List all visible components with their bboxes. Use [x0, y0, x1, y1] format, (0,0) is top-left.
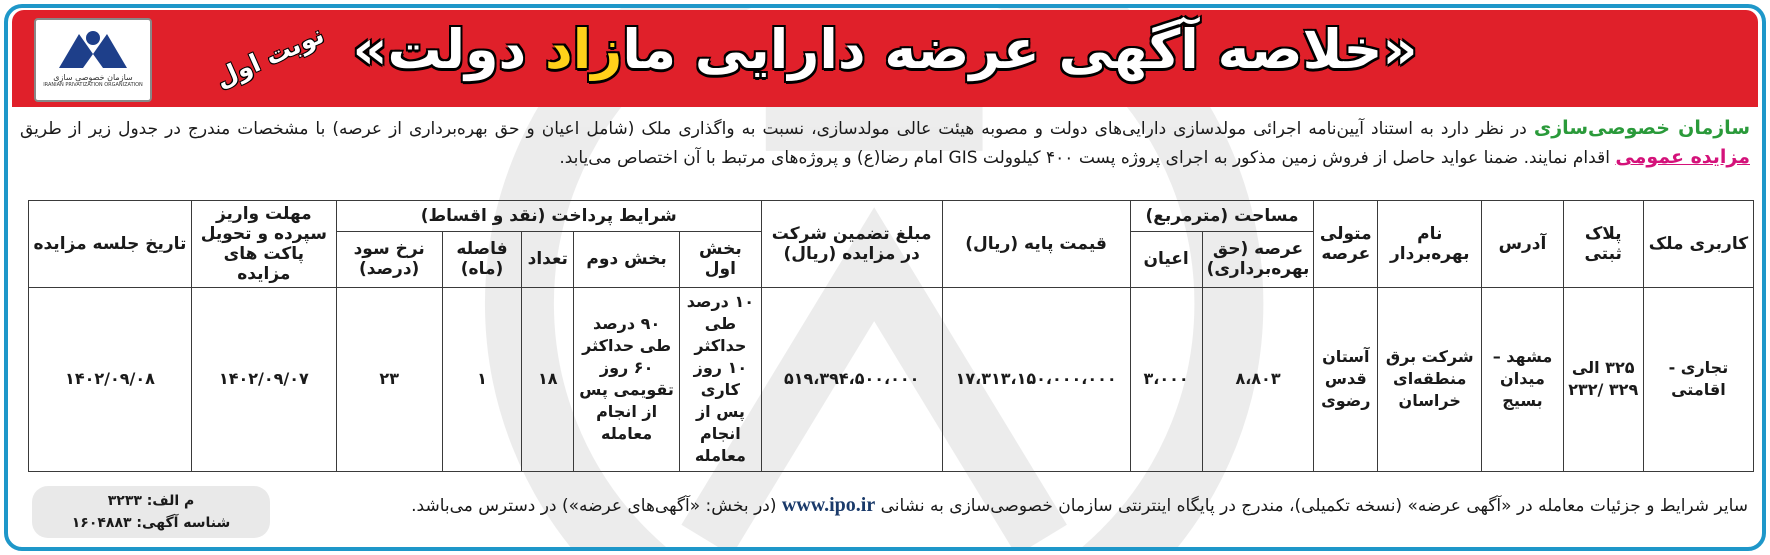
logo-caption: سازمان خصوصی سازی: [53, 73, 133, 82]
ref-code: م الف: ۳۲۳۳: [107, 493, 195, 509]
reference-box: [32, 486, 270, 538]
ad-id: شناسه آگهی: ۱۶۰۴۸۸۳: [71, 515, 231, 531]
cell-address: مشهد – میدان بسیج: [1482, 287, 1563, 471]
header-user: نام بهره‌بردار: [1378, 201, 1482, 288]
title-suffix: دولت»: [352, 18, 546, 81]
header-area-land: عرصه (حق بهره‌برداری): [1202, 231, 1314, 287]
header-session: تاریخ جلسه مزایده: [29, 201, 192, 288]
cell-deadline: ۱۴۰۲/۰۹/۰۷: [191, 287, 336, 471]
header-area-building: اعیان: [1130, 231, 1202, 287]
intro-paragraph: [20, 114, 1750, 172]
page-title: [162, 18, 1608, 81]
org-name: سازمان خصوصی‌سازی: [1533, 117, 1751, 139]
header-count: تعداد: [522, 231, 574, 287]
footer-notice: [411, 494, 1748, 517]
header-deadline: مهلت واریز سپرده و تحویل پاکت های مزایده: [191, 201, 336, 288]
cell-custodian: آستان قدس رضوی: [1314, 287, 1378, 471]
table-header-row: [29, 201, 1754, 232]
table-row: [29, 287, 1754, 471]
title-prefix: «خلاصه آگهی عرضه دارایی ما: [622, 18, 1418, 81]
header-part-one: بخش اول: [680, 231, 762, 287]
footer-text-1: سایر شرایط و جزئیات معامله در «آگهی عرضه» (نسخه تکمیلی)، مندرج در پایگاه اینترنتی سازمان خصوصی‌سازی به نشانی: [875, 496, 1748, 516]
header-plate: پلاک ثبتی: [1563, 201, 1643, 288]
header-rate: نرخ سود (درصد): [336, 231, 442, 287]
header-deposit: مبلغ تضمین شرکت در مزایده (ریال): [761, 201, 942, 288]
title-accent: زاد: [545, 18, 623, 81]
intro-text-1: در نظر دارد به استناد آیین‌نامه اجرائی مولدسازی دارایی‌های دولت و مصوبه هیئت عالی مولدسازی، نسبت به واگذاری ملک (شامل اعیان و حق بهره‌برداری از عرصه) با مشخصات مندرج در جدول زیر از طریق: [20, 119, 1534, 139]
header-interval: فاصله (ماه): [442, 231, 522, 287]
organization-logo: [34, 18, 152, 102]
cell-part-one: ۱۰ درصد طی حداکثر ۱۰ روز کاری پس از انجام معامله: [680, 287, 762, 471]
cell-base-price: ۱۷،۳۱۳،۱۵۰،۰۰۰،۰۰۰: [942, 287, 1130, 471]
cell-part-two: ۹۰ درصد طی حداکثر ۶۰ روز تقویمی پس از انجام معامله: [574, 287, 680, 471]
header-payment: شرایط پرداخت (نقد و اقساط): [336, 201, 761, 232]
offer-table: [28, 200, 1754, 472]
cell-plate: ۳۲۵ الی ۳۲۹ /۲۳۲: [1563, 287, 1643, 471]
cell-usage: تجاری - اقامتی: [1643, 287, 1753, 471]
cell-rate: ۲۳: [336, 287, 442, 471]
header-part-two: بخش دوم: [574, 231, 680, 287]
header-custodian: متولی عرصه: [1314, 201, 1378, 288]
cell-interval: ۱: [442, 287, 522, 471]
cell-area-land: ۸،۸۰۳: [1202, 287, 1314, 471]
public-auction-label: مزایده عمومی: [1615, 146, 1750, 168]
cell-count: ۱۸: [522, 287, 574, 471]
header-base-price: قیمت پایه (ریال): [942, 201, 1130, 288]
header-area: مساحت (مترمربع): [1130, 201, 1314, 232]
intro-text-2: اقدام نمایند. ضمنا عواید حاصل از فروش زمین مذکور به اجرای پروژه پست ۴۰۰ کیلوولت GIS امام رضا(ع) و پروژه‌های مرتبط با آن اختصاص می‌یابد.: [559, 148, 1616, 168]
header-usage: کاربری ملک: [1643, 201, 1753, 288]
round-badge: نوبت اول: [211, 19, 329, 94]
header-banner: [12, 10, 1758, 107]
privatization-logo-icon: [53, 24, 133, 72]
logo-caption-en: IRANIAN PRIVATIZATION ORGANIZATION: [43, 82, 143, 88]
cell-session: ۱۴۰۲/۰۹/۰۸: [29, 287, 192, 471]
ad-frame: [4, 4, 1766, 551]
footer-text-2: (در بخش: «آگهی‌های عرضه») در دسترس می‌باشد.: [411, 496, 782, 516]
cell-user: شرکت برق منطقه‌ای خراسان: [1378, 287, 1482, 471]
cell-area-building: ۳،۰۰۰: [1130, 287, 1202, 471]
cell-deposit: ۵۱۹،۳۹۴،۵۰۰،۰۰۰: [761, 287, 942, 471]
header-address: آدرس: [1482, 201, 1563, 288]
website-link[interactable]: www.ipo.ir: [781, 494, 876, 516]
